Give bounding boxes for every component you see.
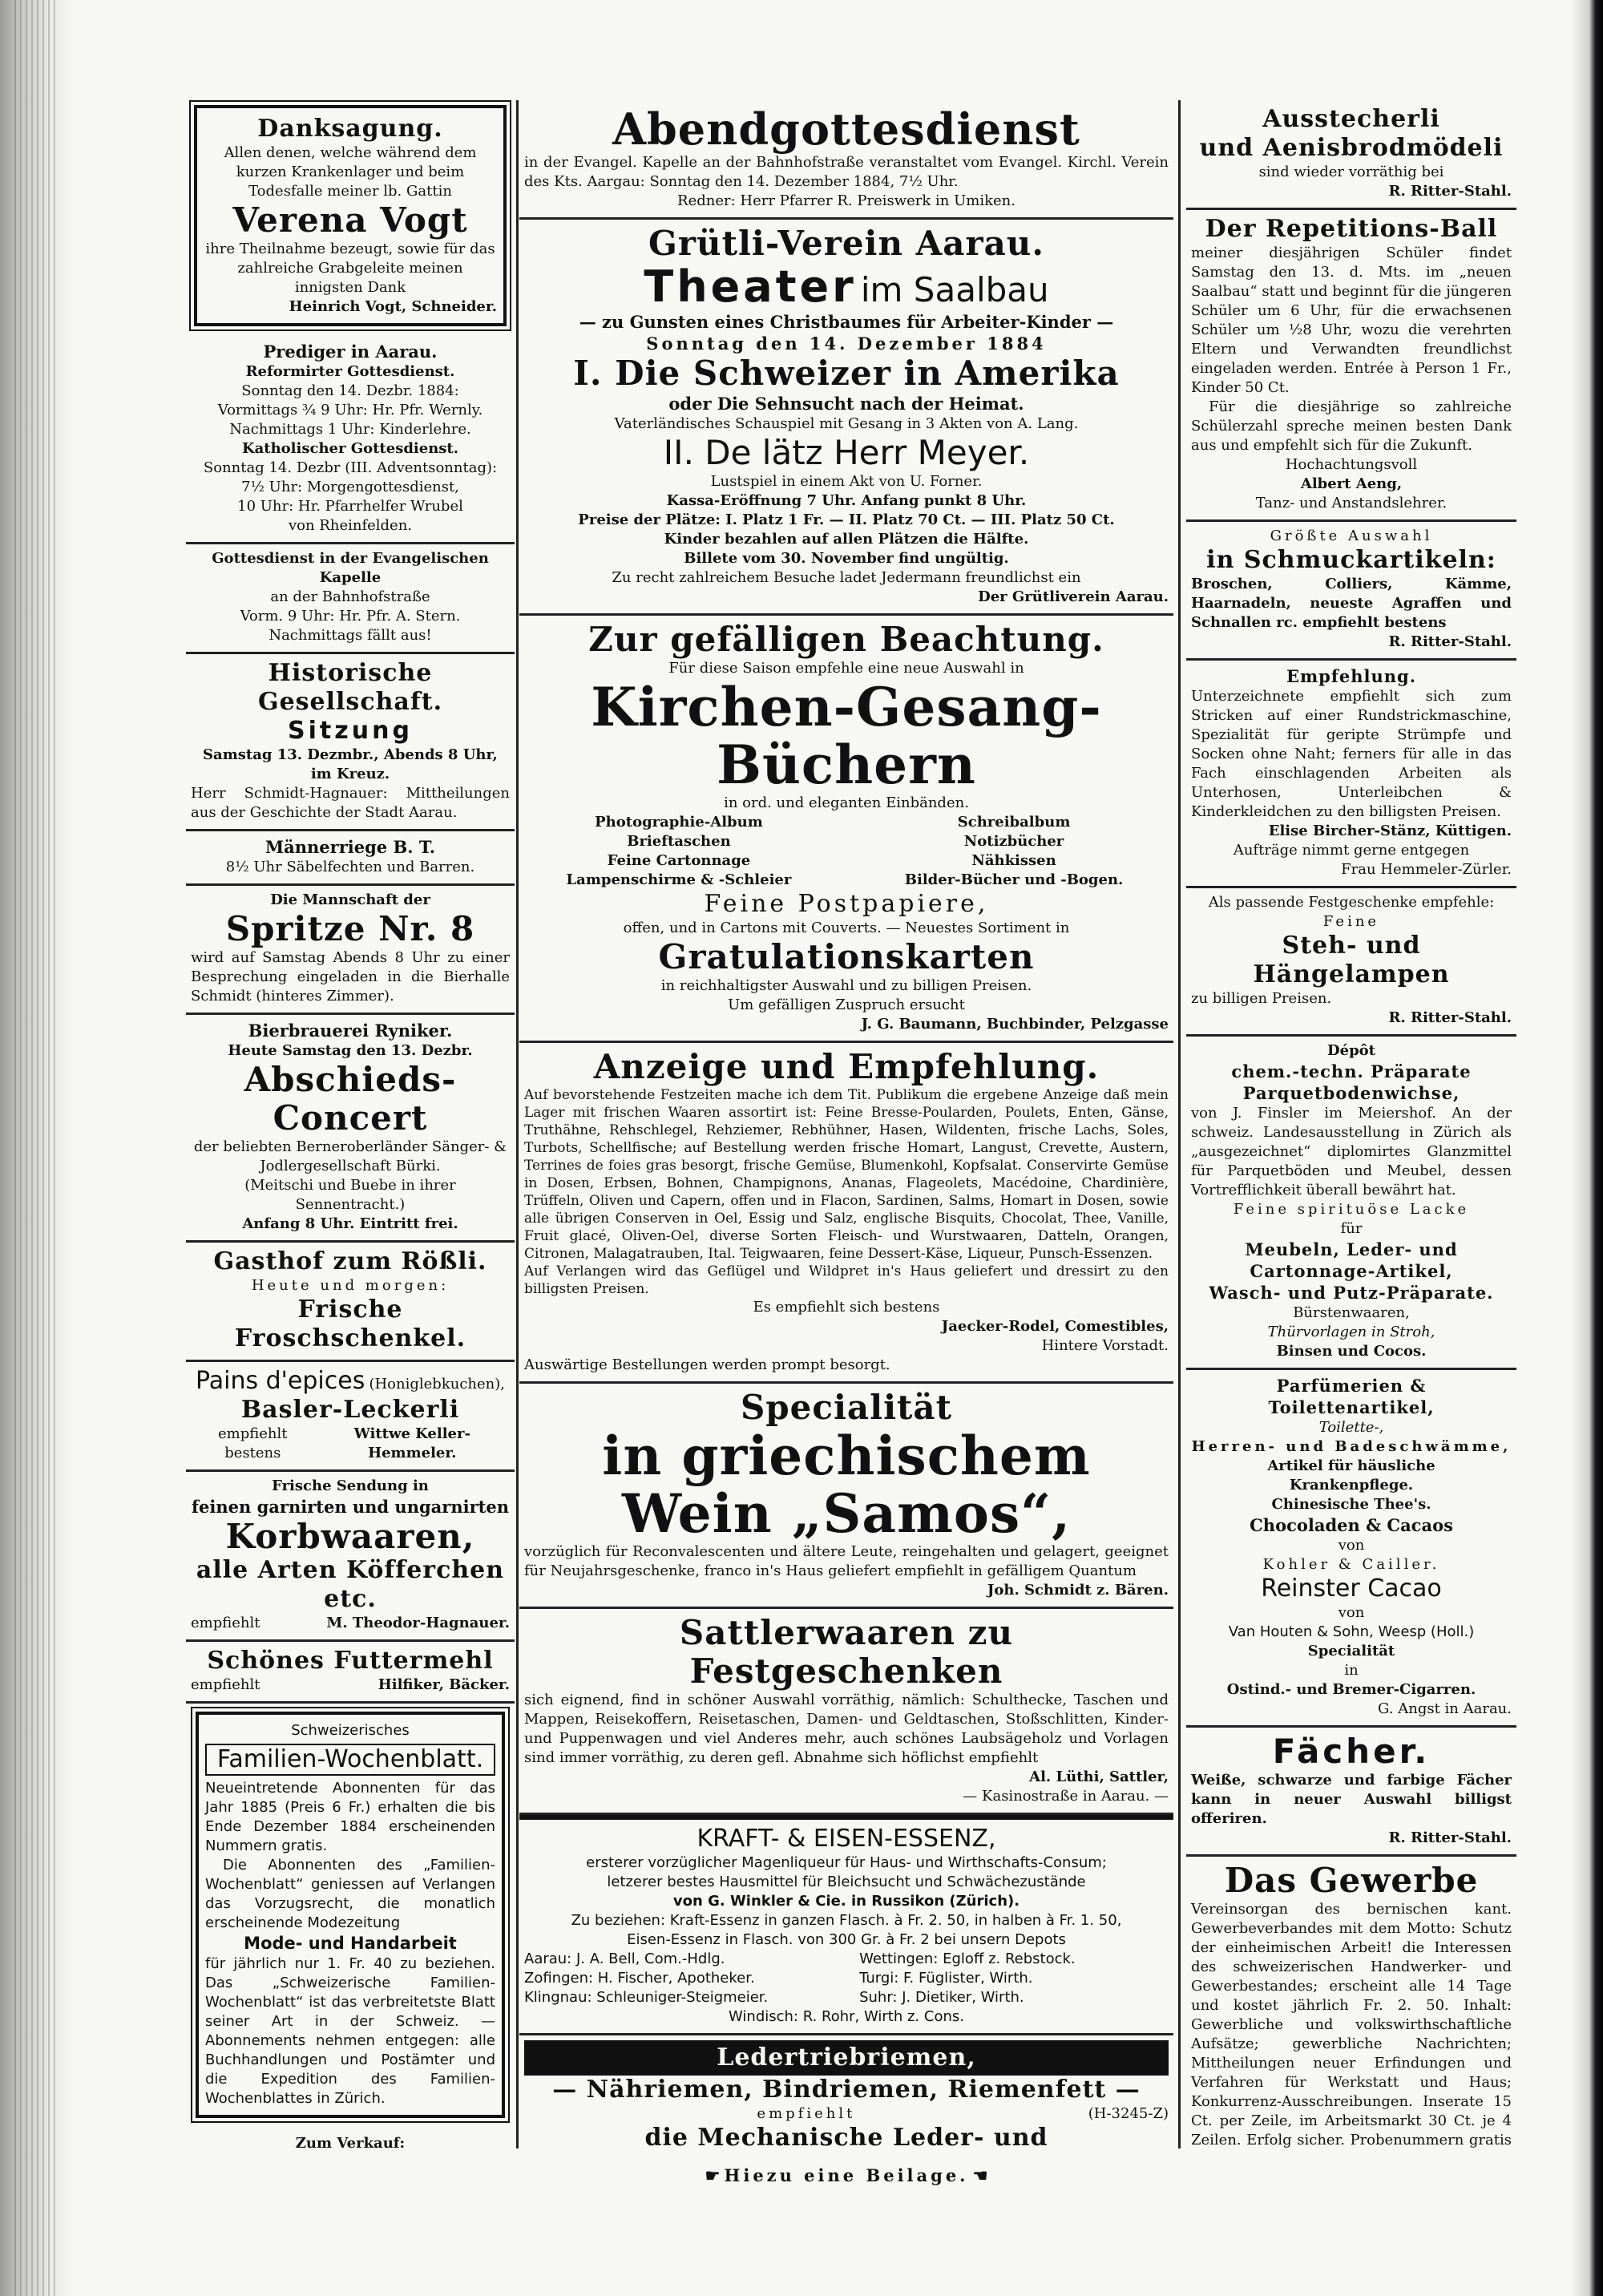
- text: von: [1338, 1604, 1365, 1621]
- ad-parfuemerien: [1186, 1370, 1516, 1728]
- text: Heute und morgen:: [251, 1277, 450, 1294]
- ad-repetitions-ball: [1186, 210, 1516, 522]
- text: Heute Samstag den 13. Dezbr.: [228, 1042, 473, 1059]
- text: Photographie-Album: [595, 814, 763, 831]
- text: Unterzeichnete empfiehlt sich zum Stricken auf einer Rundstrickmaschine, Spezialität für geripte Strümpfe und Socken ohne Naht; ferners für alle in das Fach einschlagenden Arbeiten als Unterhosen, Unterleibchen & Kinderkleidchen zu den billigsten Preisen.: [1191, 688, 1512, 820]
- heading: Grütli-Verein Aarau.: [648, 224, 1044, 263]
- heading: Historische Gesellschaft.: [257, 659, 443, 716]
- ad-beachtung: [519, 616, 1173, 1043]
- text: Wettingen: Egloff z. Rebstock.: [859, 1950, 1076, 1967]
- signature: R. Ritter-Stahl.: [1388, 1829, 1512, 1846]
- text: vorzüglich für Reconvalescenten und ältere Leute, reingehalten und gelagert, geeignet für Neujahrsgeschenke, franco in's Haus geliefert empfiehlt in gefälligem Quantum: [524, 1543, 1169, 1579]
- heading: Danksagung.: [257, 115, 443, 143]
- text: Samstag 13. Dezmbr., Abends 8 Uhr,: [203, 746, 498, 763]
- signature: Jaecker-Rodel, Comestibles,: [941, 1318, 1169, 1335]
- ad-futtermehl: [186, 1642, 515, 1704]
- book-gutter: [0, 0, 72, 2296]
- signature: Der Grütliverein Aarau.: [978, 588, 1169, 605]
- text: Für diese Saison empfehle eine neue Auswahl in: [668, 660, 1024, 677]
- column-rule: [516, 100, 519, 2148]
- text: Zofingen: H. Fischer, Apotheker.: [524, 1970, 755, 1987]
- ad-maennerriege: [186, 831, 515, 886]
- text: sich eignend, find in schöner Auswahl vorräthig, nämlich: Schulthecke, Taschen und Mappen, Reisekoffern, Reisetaschen, Damen- und Geldtaschen, Stoßschlitten, Kinder- und Puppenwagen und viel Anderes mehr, auch schönes Laubsägeholz und Vorlagen sind immer vorräthig, zu deren gefl. Abnahme sich höflichst empfiehlt: [524, 1692, 1169, 1766]
- text: Vorm. 9 Uhr: Hr. Pfr. A. Stern.: [240, 608, 461, 625]
- heading: Schönes Futtermehl: [207, 1647, 494, 1675]
- text: für: [1340, 1220, 1363, 1237]
- text: letzerer bestes Hausmittel für Bleichsucht und Schwächezustände: [607, 1874, 1086, 1890]
- text: Sonntag den 14. Dezember 1884: [646, 333, 1047, 354]
- signature: G. Angst in Aarau.: [1378, 1700, 1512, 1717]
- text: Als passende Festgeschenke empfehle:: [1208, 894, 1495, 911]
- text: — zu Gunsten eines Christbaumes für Arbeiter-Kinder —: [579, 312, 1114, 332]
- text: 8½ Uhr Säbelfechten und Barren.: [225, 859, 475, 875]
- text: Mode- und Handarbeit: [244, 1934, 457, 1953]
- heading: Anzeige und Empfehlung.: [593, 1047, 1100, 1086]
- heading: Abschieds-Concert: [244, 1060, 457, 1138]
- right-column: [1186, 100, 1516, 2148]
- text: Sonntag 14. Dezbr (III. Adventsonntag):: [203, 459, 498, 476]
- ad-sattler: [519, 1609, 1173, 1815]
- text: Schreibalbum: [957, 814, 1071, 831]
- heading: Sattlerwaaren zu Festgeschenken: [679, 1613, 1014, 1691]
- text: (H-3245-Z): [1088, 2105, 1169, 2122]
- text: Reformirter Gottesdienst.: [245, 363, 455, 380]
- heading: Abendgottesdienst: [612, 103, 1080, 155]
- ad-ledertriebriemen: [519, 2035, 1173, 2148]
- text: Lustspiel in einem Akt von U. Forner.: [710, 473, 983, 490]
- heading: Parfümerien & Toilettenartikel,: [1268, 1376, 1435, 1417]
- text: Zu beziehen: Kraft-Essenz in ganzen Flasch. à Fr. 2. 50, in halben à Fr. 1. 50,: [571, 1912, 1122, 1929]
- heading: im Saalbau: [860, 270, 1049, 309]
- text: Um gefälligen Zuspruch ersucht: [728, 996, 965, 1013]
- heading: Fächer.: [1272, 1732, 1431, 1771]
- heading: Zur gefälligen Beachtung.: [588, 620, 1104, 659]
- column-rule: [1178, 100, 1181, 2148]
- heading: I. Die Schweizer in Amerika: [573, 354, 1120, 393]
- heading: in Schmuckartikeln:: [1206, 546, 1496, 574]
- text: Feine Postpapiere,: [704, 890, 989, 918]
- text: Auswärtige Bestellungen werden prompt besorgt.: [524, 1356, 890, 1373]
- text: ihre Theilnahme bezeugt, sowie für das zahlreiche Grabgeleite meinen innigsten Dank: [205, 241, 495, 296]
- ad-familien-wochenblatt: [196, 1712, 505, 2118]
- signature: Al. Lüthi, Sattler,: [1029, 1768, 1169, 1785]
- heading: und Aenisbrodmödeli: [1199, 134, 1504, 162]
- signature: R. Ritter-Stahl.: [1388, 1009, 1512, 1026]
- text: Turgi: F. Füglister, Wirth.: [859, 1970, 1033, 1987]
- text: Ostind.- und Bremer-Cigarren.: [1226, 1681, 1476, 1698]
- text: Allen denen, welche während dem kurzen Krankenlager und beim Todesfalle meiner lb. Gattin: [224, 144, 477, 200]
- text: Feine: [1322, 913, 1380, 930]
- ad-kraft-essenz: [519, 1815, 1173, 2035]
- text: für jährlich nur 1. Fr. 40 zu beziehen. Das „Schweizerische Familien-Wochenblatt“ ist das verbreitetste Blatt seiner Art in der Schweiz. — Abonnements nehmen entgegen: alle Buchhandlungen und Postämter und die Expedition des Familien-Wochenblattes in Zürich.: [205, 1955, 495, 2107]
- signature: Heinrich Vogt, Schneider.: [289, 298, 497, 315]
- signature: R. Ritter-Stahl.: [1388, 183, 1512, 200]
- heading: Chocoladen & Cacaos: [1250, 1515, 1453, 1535]
- ad-depot: [1186, 1037, 1516, 1370]
- text: Feine spirituöse Lacke: [1233, 1201, 1470, 1218]
- heading: alle Arten Köfferchen etc.: [196, 1556, 505, 1613]
- text: Broschen, Colliers, Kämme, Haarnadeln, neueste Agraffen und Schnallen rc. empfiehlt bestens: [1191, 576, 1512, 631]
- text: Billete vom 30. November find ungültig.: [684, 550, 1009, 567]
- heading: Reinster Cacao: [1261, 1574, 1442, 1603]
- ad-roessli: [186, 1243, 515, 1362]
- text: Notizbücher: [963, 833, 1064, 850]
- heading: Theater: [644, 261, 857, 312]
- text: Feine Cartonnage: [607, 852, 751, 869]
- text: Die Abonnenten des „Familien-Wochenblatt“ geniessen auf Verlangen das Vorzugsrecht, die monatlich erscheinende Modezeitung: [205, 1857, 495, 1931]
- text: Chinesische Thee's.: [1271, 1496, 1431, 1513]
- text: Auf bevorstehende Festzeiten mache ich dem Tit. Publikum die ergebene Anzeige daß mein Lager mit frischen Waaren assortirt ist: Feine Bresse-Poularden, Poulets, Enten, Gänse, Truthähne, Rehschlegel, Rehziemer, Rebhühner, Hasen, Wildenten, frische Lachs, Soles, Turbots, Schellfische; auf Bestellung werden frische Homart, Langust, Crevette, Austern, Terrines de foies gras besorgt, frische Gemüse, Blumenkohl, Kopfsalat. Conservirte Gemüse in Dosen, Erbsen, Bohnen, Champignons, Ananas, Flageolets, Macédoine, Chardinière, Trüffeln, Oliven und Capern, offen und in Flacon, Sardinen, Salms, Homart in Dosen, sowie alle übrigen Conserven in Oel, Essig und Salz, englische Bisquits, Chocolat, Thee, Vanille, Fruit glacé, Oliven-Oel, diverse Sorten Fleisch- und Wurstwaaren, Datteln, Orangen, Citronen, Malagatrauben, Ital. Teigwaaren, feine Dessert-Käse, Liqueur, Punsch-Essenzen.: [524, 1087, 1169, 1262]
- signature: Joh. Schmidt z. Bären.: [987, 1582, 1169, 1599]
- heading: Das Gewerbe: [1224, 1861, 1479, 1900]
- heading: Meubeln, Leder- und Cartonnage-Artikel,: [1245, 1239, 1458, 1281]
- text: Nachmittags 1 Uhr: Kinderlehre.: [229, 421, 471, 438]
- text: ersterer vorzüglicher Magenliqueur für Haus- und Wirthschafts-Consum;: [586, 1854, 1107, 1871]
- text: empfiehlt: [757, 2105, 856, 2122]
- text: Schweizerisches: [291, 1722, 410, 1739]
- text: Bilder-Bücher und -Bogen.: [904, 871, 1124, 888]
- heading: Bierbrauerei Ryniker.: [248, 1021, 453, 1041]
- text: empfiehlt: [191, 1676, 260, 1693]
- heading: Steh- und Hängelampen: [1253, 932, 1450, 988]
- heading: Ledertriebriemen,: [524, 2040, 1169, 2076]
- signature: Hilfiker, Bäcker.: [378, 1676, 510, 1693]
- text: Artikel für häusliche: [1267, 1457, 1435, 1474]
- ad-samos: [519, 1384, 1173, 1609]
- text: Größte Auswahl: [1270, 528, 1433, 544]
- heading: Wasch- und Putz-Präparate.: [1209, 1283, 1494, 1303]
- text: Suhr: J. Dietiker, Wirth.: [859, 1989, 1024, 2006]
- text: Aarau: J. A. Bell, Com.-Hdlg.: [524, 1950, 725, 1967]
- heading: Spritze Nr. 8: [225, 909, 475, 948]
- heading: Basler-Leckerli: [240, 1396, 460, 1424]
- ad-historische: [186, 654, 515, 831]
- text: Zu recht zahlreichem Besuche ladet Jedermann freundlichst ein: [612, 569, 1081, 586]
- text: Kohler & Cailler.: [1262, 1556, 1440, 1573]
- ad-faecher: [1186, 1728, 1516, 1857]
- heading: Parquetbodenwichse,: [1242, 1083, 1460, 1103]
- signature: M. Theodor-Hagnauer.: [326, 1615, 510, 1631]
- signature: Wittwe Keller-Hemmeler.: [353, 1425, 470, 1461]
- text: von: [1338, 1537, 1365, 1554]
- text: oder Die Sehnsucht nach der Heimat.: [668, 394, 1024, 414]
- heading: II. De lätz Herr Meyer.: [663, 433, 1030, 472]
- text: (Honiglebkuchen),: [369, 1376, 505, 1393]
- heading: Der Repetitions-Ball: [1205, 215, 1498, 243]
- text: empfiehlt: [191, 1615, 260, 1631]
- text: offen, und in Cartons mit Couverts. — Neuestes Sortiment in: [623, 920, 1070, 936]
- heading: Pains d'epices: [196, 1367, 365, 1395]
- ad-pains: [186, 1362, 515, 1472]
- text: Frau Hemmeler-Zürler.: [1341, 861, 1512, 878]
- heading: Gratulationskarten: [658, 937, 1035, 976]
- text: Preise der Plätze: I. Platz 1 Fr. — II. Platz 70 Ct. — III. Platz 50 Ct.: [578, 511, 1115, 528]
- text: Hochachtungsvoll: [1285, 456, 1418, 473]
- ad-spritze: [186, 886, 515, 1015]
- ad-prediger: [186, 336, 515, 544]
- text: Dépôt: [1327, 1042, 1375, 1059]
- signature: J. G. Baumann, Buchbinder, Pelzgasse: [861, 1016, 1169, 1033]
- heading: in griechischem Wein „Samos“,: [602, 1425, 1091, 1545]
- text: Van Houten & Sohn, Weesp (Holl.): [1228, 1623, 1475, 1640]
- heading: Gasthof zum Rößli.: [213, 1247, 487, 1275]
- text: im Kreuz.: [310, 766, 390, 782]
- text: von G. Winkler & Cie. in Russikon (Zürich).: [672, 1893, 1020, 1910]
- text: Frische Sendung in: [272, 1477, 429, 1494]
- heading: Specialität: [740, 1388, 953, 1427]
- text: Es empfiehlt sich bestens: [753, 1299, 940, 1316]
- heading: Prediger in Aarau.: [263, 342, 438, 362]
- text: von Rheinfelden.: [288, 517, 413, 534]
- heading: Familien-Wochenblatt.: [205, 1744, 495, 1776]
- text: Binsen und Cocos.: [1276, 1343, 1427, 1360]
- pointing-hand-icon: ☛: [705, 2165, 721, 2185]
- text: der beliebten Berneroberländer Sänger- & Jodlergesellschaft Bürki.: [193, 1138, 507, 1174]
- ad-kapelle: [186, 544, 515, 654]
- text: 10 Uhr: Hr. Pfarrhelfer Wrubel: [237, 498, 463, 515]
- text: wird auf Samstag Abends 8 Uhr zu einer Besprechung eingeladen in die Bierhalle Schmidt (hinteres Zimmer).: [191, 949, 510, 1004]
- text: Herren- und Badeschwämme,: [1191, 1438, 1512, 1455]
- text: Nachmittags fällt aus!: [269, 627, 432, 644]
- footer-text: Hiezu eine Beilage.: [724, 2165, 969, 2185]
- text: Bürstenwaaren,: [1293, 1304, 1410, 1321]
- text: zu billigen Preisen.: [1191, 990, 1332, 1007]
- heading: KRAFT- & EISEN-ESSENZ,: [697, 1825, 996, 1853]
- name: Verena Vogt: [232, 200, 468, 240]
- text: Sonntag den 14. Dezbr. 1884:: [241, 382, 459, 399]
- heading: die Mechanische Leder- und: [644, 2124, 1048, 2148]
- text: Weiße, schwarze und farbige Fächer kann in neuer Auswahl billigst offeriren.: [1191, 1772, 1512, 1827]
- text: — Kasinostraße in Aarau. —: [963, 1788, 1169, 1805]
- ad-lampen: [1186, 888, 1516, 1037]
- heading: Empfehlung.: [1286, 666, 1417, 686]
- signature: R. Ritter-Stahl.: [1388, 633, 1512, 650]
- text: Gottesdienst in der Evangelischen Kapelle: [212, 550, 489, 586]
- heading: chem.-techn. Präparate: [1231, 1061, 1472, 1081]
- text: meiner diesjährigen Schüler findet Samstag den 13. d. Mts. im „neuen Saalbau“ statt und beginnt für die jüngeren Schüler um 6 Uhr, für die erwachsenen Schüler um ½8 Uhr, wozu die verehrten Eltern und Verwandten freundlichst eingeladen werden. Entrée à Person 1 Fr., Kinder 50 Ct.: [1191, 245, 1512, 396]
- left-column: [186, 100, 515, 2148]
- text: Vereinsorgan des bernischen kant. Gewerbeverbandes mit dem Motto: Schutz der einheimischen Arbeit! die Interessen des schweizerischen Handwerker- und Gewerbestandes; erscheint alle 14 Tage und kostet jährlich Fr. 2. 50. Inhalt: Gewerbliche und volkswirthschaftliche Aufsätze; gewerbliche Nachrichten; Mittheilungen neuer Erfindungen und Verfahren für Werkstatt und Haus; Konkurrenz-Ausschreibungen. Inserate 15 Ct. per Zeile, im Arbeitsmarkt 30 Ct. je 4 Zeilen. Erfolg sicher. Probenummern gratis: [1191, 1901, 1512, 2148]
- text: Brieftaschen: [627, 833, 731, 850]
- ad-korbwaaren: [186, 1472, 515, 1642]
- text: 7½ Uhr: Morgengottesdienst,: [241, 479, 459, 495]
- signature: Albert Aeng,: [1300, 475, 1403, 492]
- text: Neueintretende Abonnenten für das Jahr 1885 (Preis 6 Fr.) erhalten die bis Ende Dezember 1884 erscheinenden Nummern gratis.: [205, 1780, 495, 1854]
- text: in reichhaltigster Auswahl und zu billigen Preisen.: [660, 977, 1032, 994]
- ad-gewerbe: [1186, 1857, 1516, 2148]
- text: Auf Verlangen wird das Geflügel und Wildpret in's Haus geliefert und dressirt zu den billigsten Preisen.: [524, 1263, 1169, 1297]
- text: Toilette-,: [1318, 1419, 1384, 1436]
- heading: Kirchen-Gesang-Büchern: [591, 676, 1102, 796]
- text: Tanz- und Anstandslehrer.: [1255, 495, 1448, 511]
- heading: Männerriege B. T.: [264, 837, 436, 857]
- ad-empfehlung: [1186, 661, 1516, 888]
- footer: [519, 2165, 1173, 2186]
- text: feinen garnirten und ungarnirten: [192, 1497, 509, 1517]
- text: (Meitschi und Buebe in ihrer Sennentracht.): [244, 1177, 456, 1213]
- text: Lampenschirme & -Schleier: [566, 871, 792, 888]
- ad-ausstecherli: [1186, 100, 1516, 210]
- signature: Elise Bircher-Stänz, Küttigen.: [1268, 823, 1512, 839]
- page-edge: [1573, 0, 1603, 2296]
- text: Nähkissen: [971, 852, 1056, 869]
- heading: — Nähriemen, Bindriemen, Riemenfett —: [552, 2076, 1141, 2104]
- text: Redner: Herr Pfarrer R. Preiswerk in Umiken.: [677, 192, 1016, 209]
- heading: Korbwaaren,: [225, 1517, 475, 1556]
- heading: Ausstecherli: [1262, 105, 1440, 133]
- text: Herr Schmidt-Hagnauer: Mittheilungen aus der Geschichte der Stadt Aarau.: [191, 785, 510, 821]
- ad-verkauf: [186, 2129, 515, 2148]
- heading: Zum Verkauf:: [295, 2135, 406, 2148]
- text: in ord. und eleganten Einbänden.: [724, 794, 969, 811]
- ad-abendgottesdienst: [519, 100, 1173, 220]
- ad-theater: [519, 220, 1173, 616]
- ad-danksagung: [194, 105, 507, 326]
- text: Katholischer Gottesdienst.: [241, 440, 459, 457]
- text: Eisen-Essenz in Flasch. von 300 Gr. à Fr. 2 bei unsern Depots: [627, 1931, 1066, 1948]
- text: Krankenpflege.: [1289, 1477, 1414, 1494]
- text: Vaterländisches Schauspiel mit Gesang in 3 Akten von A. Lang.: [614, 415, 1079, 432]
- text: Klingnau: Schleuniger-Steigmeier.: [524, 1989, 769, 2006]
- text: Specialität: [1307, 1643, 1395, 1659]
- ad-anzeige: [519, 1043, 1173, 1384]
- text: empfiehlt bestens: [218, 1425, 288, 1461]
- heading: Frische Froschschenkel.: [234, 1296, 466, 1352]
- text: Kassa-Eröffnung 7 Uhr. Anfang punkt 8 Uhr.: [666, 492, 1027, 509]
- text: in: [1344, 1662, 1359, 1679]
- text: Thürvorlagen in Stroh,: [1267, 1324, 1435, 1340]
- text: in der Evangel. Kapelle an der Bahnhofstraße veranstaltet vom Evangel. Kirchl. Verein des Kts. Aargau: Sonntag den 14. Dezember 1884, 7½ Uhr.: [524, 154, 1169, 190]
- text: Die Mannschaft der: [270, 891, 430, 908]
- ad-schmuckartikel: [1186, 522, 1516, 661]
- text: von J. Finsler im Meiershof. An der schweiz. Landesausstellung in Zürich als „ausgezeichnet“ diplomirtes Glanzmittel für Parquetböden und Meubel, dessen Vortrefflichkeit überall bewährt hat.: [1191, 1105, 1512, 1199]
- text: Hintere Vorstadt.: [1041, 1337, 1169, 1354]
- ad-bierbrauerei: [186, 1015, 515, 1243]
- text: Für die diesjährige so zahlreiche Schülerzahl spreche meinen besten Dank aus und empfehlt sich für die Zukunft.: [1191, 398, 1512, 454]
- pointing-hand-icon: ☚: [972, 2165, 988, 2185]
- text: Aufträge nimmt gerne entgegen: [1233, 842, 1470, 859]
- text: Windisch: R. Rohr, Wirth z. Cons.: [729, 2008, 964, 2025]
- heading: Sitzung: [288, 717, 413, 745]
- text: Kinder bezahlen auf allen Plätzen die Hälfte.: [664, 531, 1029, 548]
- text: sind wieder vorräthig bei: [1258, 164, 1444, 180]
- text: Anfang 8 Uhr. Eintritt frei.: [242, 1215, 458, 1232]
- text: Vormittags ¾ 9 Uhr: Hr. Pfr. Wernly.: [217, 402, 483, 418]
- middle-column: [519, 100, 1173, 2148]
- text: an der Bahnhofstraße: [270, 588, 430, 605]
